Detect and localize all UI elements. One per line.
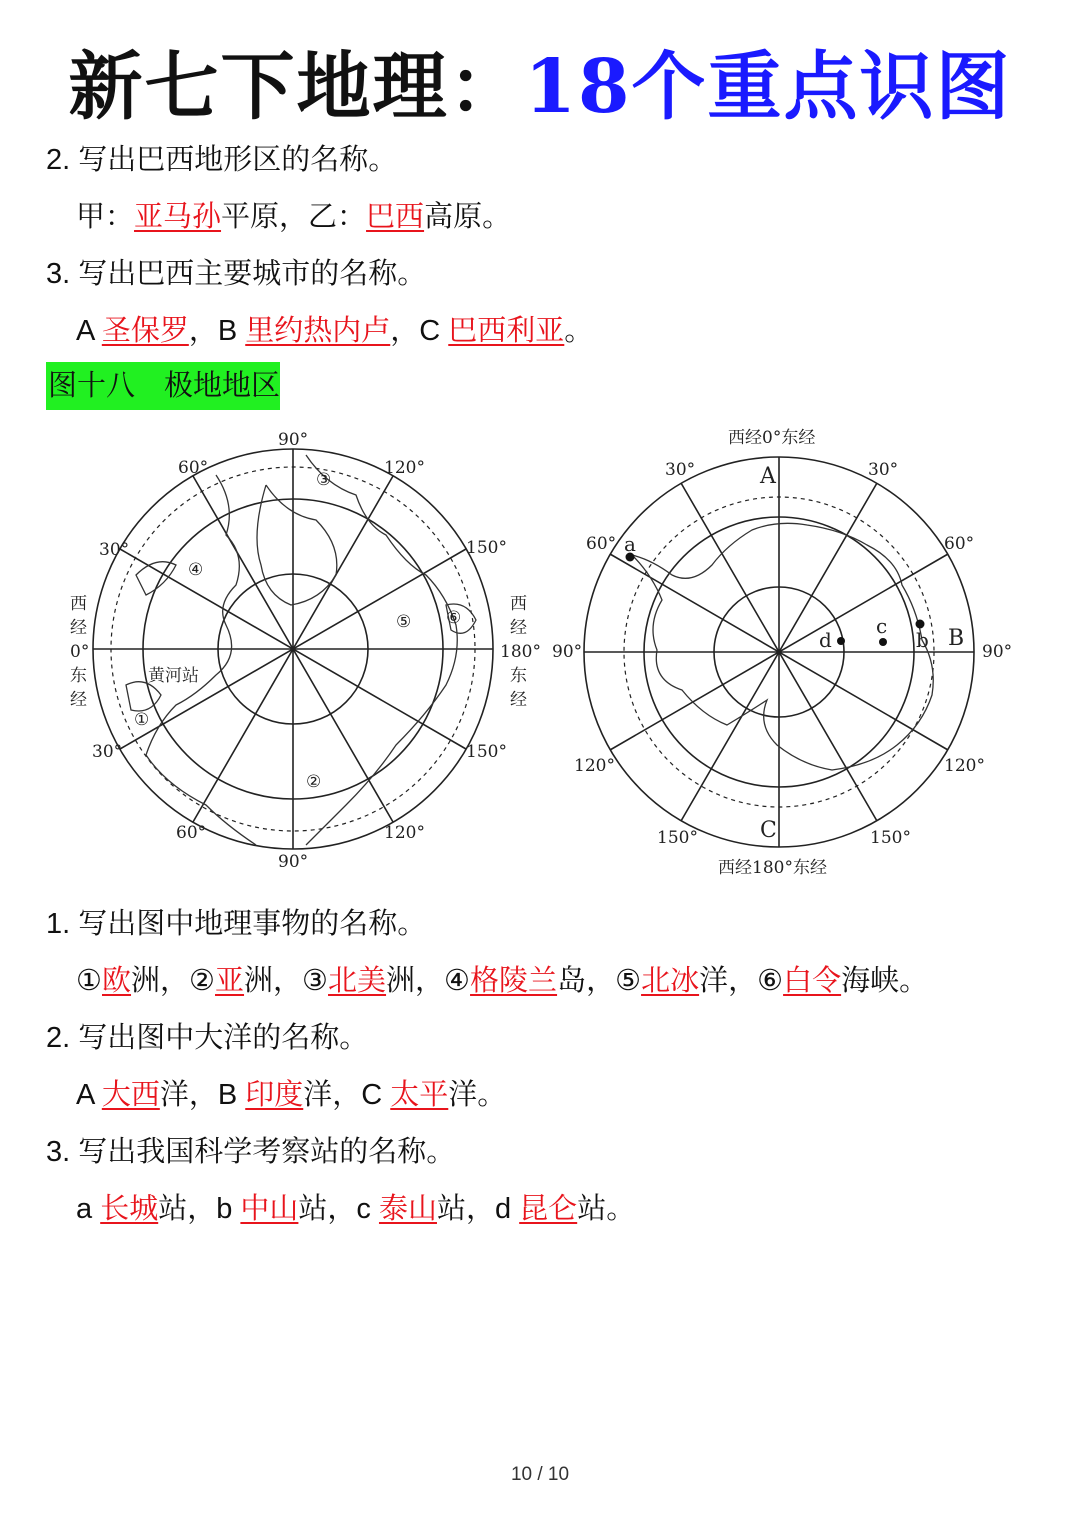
answer: 亚马孙 <box>134 201 222 233</box>
station-label-a: a <box>624 532 636 556</box>
arctic-map <box>66 425 541 880</box>
answer: 欧 <box>102 965 132 997</box>
page-number: 10 / 10 <box>510 1464 570 1485</box>
text: 洲，③ <box>244 965 329 997</box>
map-label: 经 <box>510 618 527 638</box>
text: 站，d <box>436 1193 520 1225</box>
answer: 中山 <box>240 1193 299 1225</box>
map-label: 经 <box>70 618 87 638</box>
station-label-d: d <box>819 628 832 652</box>
map-marker: ⑥ <box>446 608 462 628</box>
text: 甲： <box>76 201 135 233</box>
answer: 泰山 <box>378 1193 437 1225</box>
map-label: 180° <box>500 642 541 662</box>
map-marker: ③ <box>316 470 332 490</box>
answer: 格陵兰 <box>470 965 558 997</box>
map-label: 东 <box>70 666 87 686</box>
map-label: 60° <box>944 534 975 554</box>
map-label: 经 <box>510 690 527 710</box>
antarctic-map <box>552 425 1022 880</box>
brazil-q2-answer <box>76 199 511 235</box>
answer: 印度 <box>245 1079 304 1111</box>
answer: 北美 <box>328 965 387 997</box>
arctic-map-svg <box>66 425 541 880</box>
polar-q2: 2. 写出图中大洋的名称。 <box>46 1022 369 1054</box>
answer: 里约热内卢 <box>245 315 391 347</box>
section-label: 图十八 极地地区 <box>46 362 280 410</box>
answer: 白令 <box>783 965 842 997</box>
polar-q2-answer <box>76 1077 506 1113</box>
map-label: 30° <box>99 540 130 560</box>
title-part1: 新七下地理： <box>68 44 525 130</box>
text: 洋，C <box>303 1079 391 1111</box>
map-marker: ① <box>134 710 150 730</box>
text: 站。 <box>577 1193 636 1225</box>
map-label: 60° <box>176 823 207 843</box>
answer: 北冰 <box>641 965 700 997</box>
brazil-q2: 2. 写出巴西地形区的名称。 <box>46 144 398 176</box>
station-dot-c <box>879 638 887 646</box>
text: 岛，⑤ <box>557 965 642 997</box>
text: 海峡。 <box>841 965 929 997</box>
map-label: 30° <box>665 460 696 480</box>
text: 洋。 <box>448 1079 507 1111</box>
answer: 巴西利亚 <box>448 315 565 347</box>
map-label: 90° <box>982 642 1013 662</box>
map-label: 90° <box>552 642 583 662</box>
text: 洋，B <box>159 1079 246 1111</box>
map-label: 120° <box>574 756 615 776</box>
text: ，C <box>390 315 449 347</box>
text: 洲，② <box>131 965 216 997</box>
ocean-label-c: C <box>760 818 777 843</box>
text: 高原。 <box>424 201 512 233</box>
station-label-c: c <box>876 614 888 638</box>
antarctic-map-svg <box>552 425 1022 880</box>
text: 站，b <box>158 1193 241 1225</box>
map-label: 西 <box>510 594 527 614</box>
title-part2: 18个重点识图 <box>524 44 1012 130</box>
answer: 亚 <box>215 965 245 997</box>
map-label: 西经0°东经 <box>728 428 816 448</box>
map-label: 150° <box>870 828 911 848</box>
brazil-q3-answer <box>76 313 593 349</box>
answer: 昆仑 <box>519 1193 578 1225</box>
text: A <box>76 315 102 347</box>
text: 洋，⑥ <box>699 965 784 997</box>
station-label-b: b <box>916 628 929 652</box>
text: 。 <box>564 315 594 347</box>
polar-q3: 3. 写出我国科学考察站的名称。 <box>46 1136 456 1168</box>
map-label: 150° <box>466 742 507 762</box>
polar-q1-answer <box>76 963 928 999</box>
polar-q1: 1. 写出图中地理事物的名称。 <box>46 908 427 940</box>
ocean-label-b: B <box>948 626 965 651</box>
polar-q3-answer <box>76 1191 635 1227</box>
answer: 圣保罗 <box>101 315 189 347</box>
station-label: 黄河站 <box>148 666 199 686</box>
map-label: 120° <box>384 823 425 843</box>
map-label: 90° <box>278 852 309 872</box>
map-label: 0° <box>70 642 90 662</box>
map-label: 东 <box>510 666 527 686</box>
answer: 巴西 <box>366 201 425 233</box>
map-label: 30° <box>92 742 123 762</box>
answer: 太平 <box>390 1079 449 1111</box>
text: a <box>76 1193 101 1225</box>
map-label: 60° <box>178 458 209 478</box>
text: 洲，④ <box>386 965 471 997</box>
text: ，B <box>188 315 246 347</box>
ocean-label-a: A <box>760 464 776 489</box>
map-label: 150° <box>466 538 507 558</box>
text: 站，c <box>298 1193 379 1225</box>
text: 平原，乙： <box>221 201 367 233</box>
coastlines <box>126 455 476 845</box>
answer: 大西 <box>101 1079 160 1111</box>
map-label: 120° <box>384 458 425 478</box>
map-label: 150° <box>657 828 698 848</box>
map-marker: ② <box>306 772 322 792</box>
map-marker: ⑤ <box>396 612 412 632</box>
map-label: 120° <box>944 756 985 776</box>
map-label: 60° <box>586 534 617 554</box>
station-dot-d <box>837 637 845 645</box>
text: ① <box>76 965 102 997</box>
map-label: 西经180°东经 <box>718 858 827 878</box>
brazil-q3: 3. 写出巴西主要城市的名称。 <box>46 258 427 290</box>
page-title <box>0 28 1080 134</box>
map-label: 90° <box>278 430 309 450</box>
map-label: 30° <box>868 460 899 480</box>
text: A <box>76 1079 102 1111</box>
map-marker: ④ <box>188 560 204 580</box>
map-label: 经 <box>70 690 87 710</box>
answer: 长城 <box>100 1193 159 1225</box>
map-label: 西 <box>70 594 87 614</box>
